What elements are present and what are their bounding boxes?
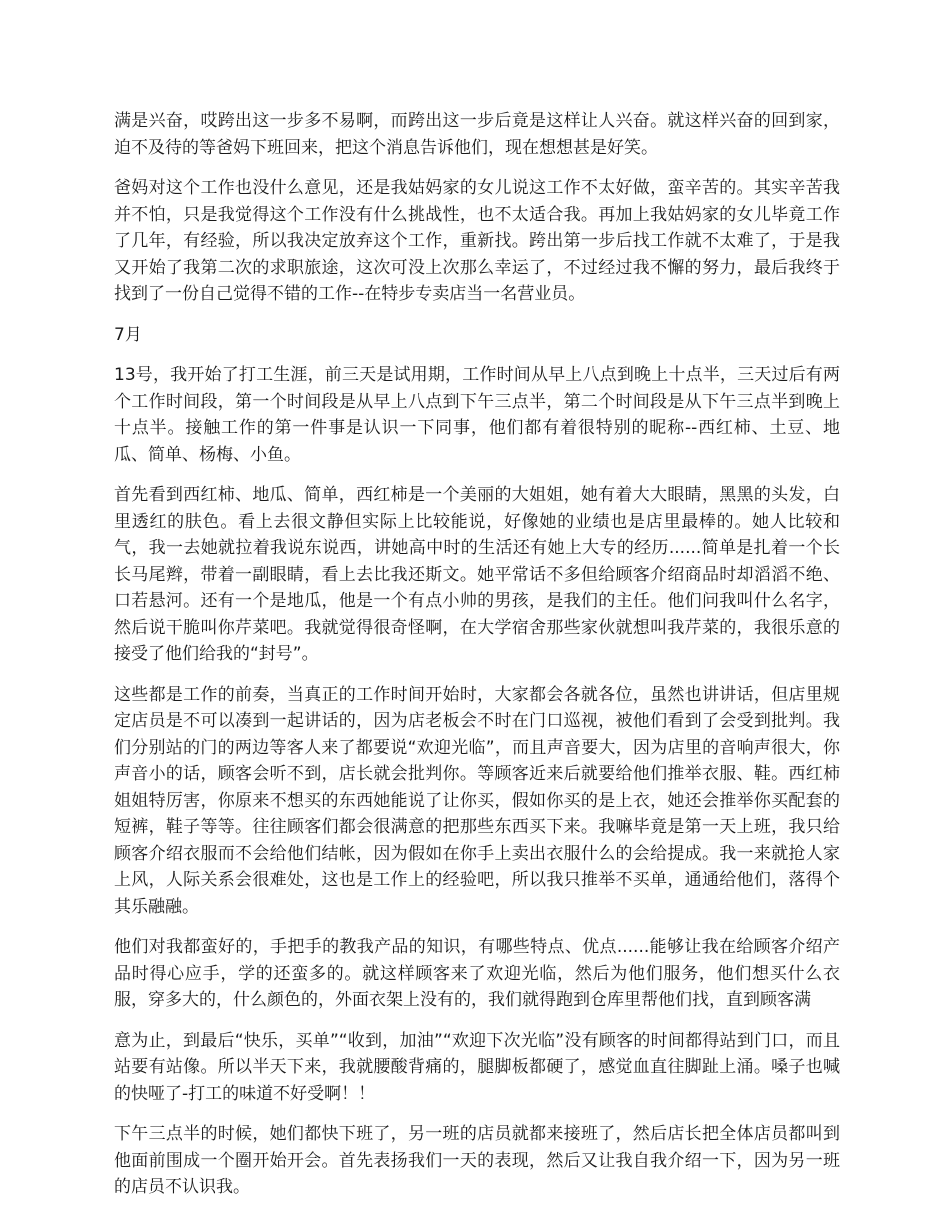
- paragraph-6: 他们对我都蛮好的，手把手的教我产品的知识，有哪些特点、优点......能够让我在给顾客介绍产品时得心应手，学的还蛮多的。就这样顾客来了欢迎光临，然后为他们服务，他们想买什么衣服，穿多大的，什么颜色的，外面衣架上没有的，我们就得跑到仓库里帮他们找，直到顾客满: [114, 937, 840, 1010]
- paragraph-1: 满是兴奋，哎跨出这一步多不易啊，而跨出这一步后竟是这样让人兴奋。就这样兴奋的回到家，迫不及待的等爸妈下班回来，把这个消息告诉他们，现在想想甚是好笑。: [114, 111, 840, 158]
- paragraph-5: 这些都是工作的前奏，当真正的工作时间开始时，大家都会各就各位，虽然也讲讲话，但店里规定店员是不可以凑到一起讲话的，因为店老板会不时在门口巡视，被他们看到了会受到批判。我们分别站的门的两边等客人来了都要说“欢迎光临”，而且声音要大，因为店里的音响声很大，你声音小的话，顾客会听不到，店长就会批判你。等顾客近来后就要给他们推举衣服、鞋。西红柿姐姐特厉害，你原来不想买的东西她能说了让你买，假如你买的是上衣，她还会推举你买配套的短裤，鞋子等等。往往顾客们都会很满意的把那些东西买下来。我嘛毕竟是第一天上班，我只给顾客介绍衣服而不会给他们结帐，因为假如在你手上卖出衣服什么的会给提成。我一来就抢人家上风，人际关系会很难处，这也是工作上的经验吧，所以我只推举不买单，通通给他们，落得个其乐融融。: [114, 684, 840, 917]
- paragraph-7: 意为止，到最后“快乐，买单”“收到，加油”“欢迎下次光临”没有顾客的时间都得站到门口，而且站要有站像。所以半天下来，我就腰酸背痛的，腿脚板都硬了，感觉血直往脚趾上涌。嗓子也喊的快哑了-打工的味道不好受啊！！: [114, 1030, 840, 1104]
- month-heading: 7月: [114, 324, 142, 345]
- paragraph-4: 首先看到西红柿、地瓜、简单，西红柿是一个美丽的大姐姐，她有着大大眼睛，黑黑的头发，白里透红的肤色。看上去很文静但实际上比较能说，好像她的业绩也是店里最棒的。她人比较和气，我一去她就拉着我说东说西，讲她高中时的生活还有她上大专的经历......简单是扎着一个长长马尾辫，带着一副眼睛，看上去比我还斯文。她平常话不多但给顾客介绍商品时却滔滔不绝、口若悬河。还有一个是地瓜，他是一个有点小帅的男孩，是我们的主任。他们问我叫什么名字，然后说干脆叫你芹菜吧。我就觉得很奇怪啊，在大学宿舍那些家伙就想叫我芹菜的，我很乐意的接受了他们给我的“封号”。: [114, 485, 840, 664]
- document-body: [114, 108, 840, 1215]
- paragraph-2: 爸妈对这个工作也没什么意见，还是我姑妈家的女儿说这工作不太好做，蛮辛苦的。其实辛苦我并不怕，只是我觉得这个工作没有什么挑战性，也不太适合我。再加上我姑妈家的女儿毕竟工作了几年，有经验，所以我决定放弃这个工作，重新找。跨出第一步后找工作就不太难了，于是我又开始了我第二次的求职旅途，这次可没上次那么幸运了，不过经过我不懈的努力，最后我终于找到了一份自己觉得不错的工作--在特步专卖店当一名营业员。: [114, 178, 840, 304]
- paragraph-8: 下午三点半的时候，她们都快下班了，另一班的店员就都来接班了，然后店长把全体店员都叫到他面前围成一个圈开始开会。首先表扬我们一天的表现，然后又让我自我介绍一下，因为另一班的店员不认识我。: [114, 1124, 840, 1197]
- paragraph-3: 13号，我开始了打工生涯，前三天是试用期，工作时间从早上八点到晚上十点半，三天过后有两个工作时间段，第一个时间段是从早上八点到下午三点半，第二个时间段是从下午三点半到晚上十点半。接触工作的第一件事是认识一下同事，他们都有着很特别的昵称--西红柿、土豆、地瓜、简单、杨梅、小鱼。: [114, 365, 840, 465]
